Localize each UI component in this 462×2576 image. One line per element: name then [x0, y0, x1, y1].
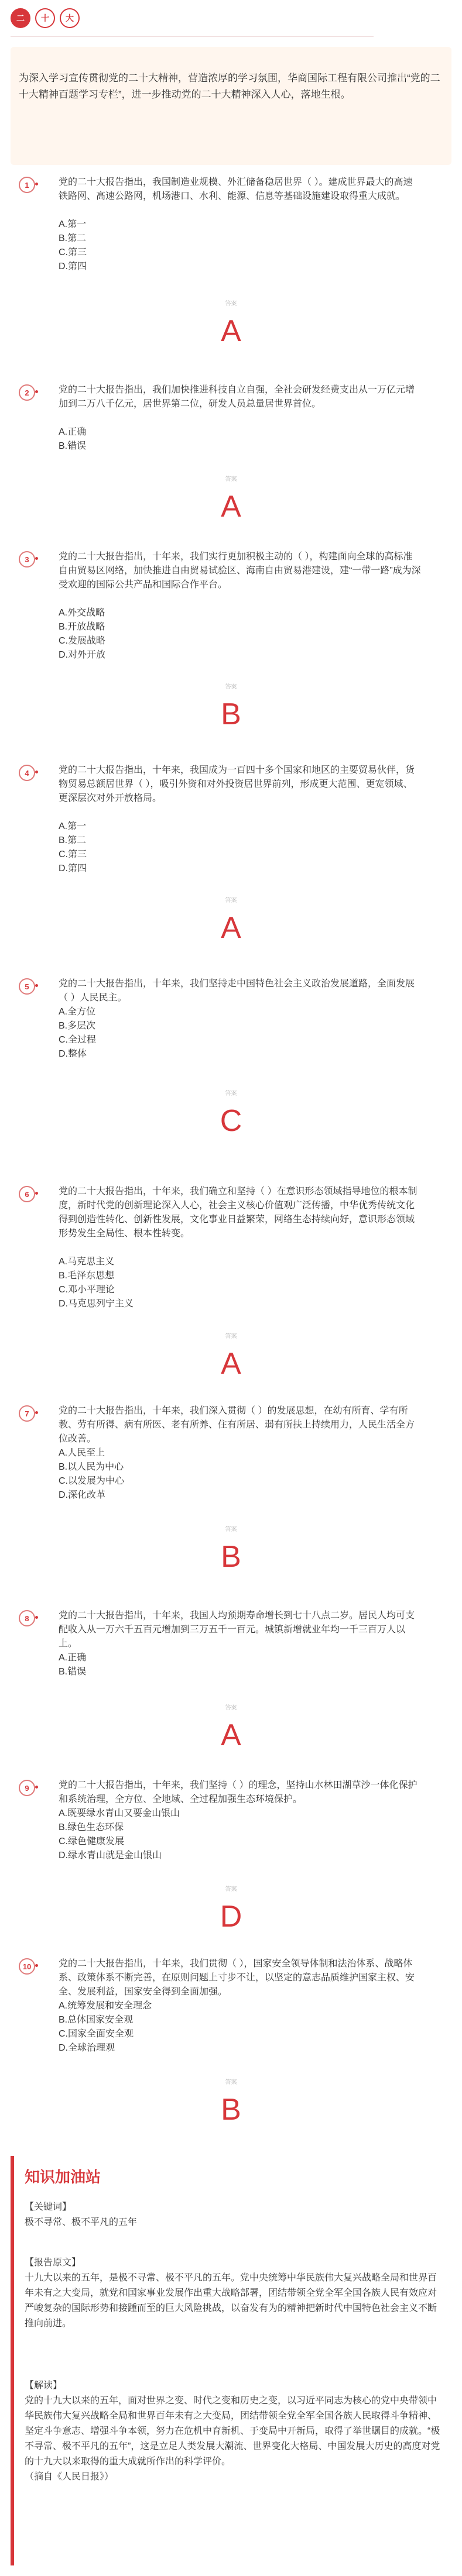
option-list — [59, 425, 422, 453]
option: D.绿水青山就是金山银山 — [59, 1851, 162, 1860]
question-text: 党的二十大报告指出，十年来，我们坚持走中国特色社会主义政治发展道路，全面发展（ ）人民民主。 — [59, 979, 415, 1003]
intro-text: 为深入学习宣传贯彻党的二十大精神，营造浓厚的学习氛围，华商国际工程有限公司推出“党的二十大精神百题学习专栏”，进一步推动党的二十大精神深入人心，落地生根。 — [19, 73, 440, 100]
option-list — [59, 218, 422, 274]
option: D.整体 — [59, 1049, 87, 1059]
option: A.第一 — [59, 821, 87, 831]
answer-letter: A — [221, 490, 241, 524]
header-divider — [11, 36, 374, 37]
option: D.全球治理观 — [59, 2043, 115, 2053]
answer-label: 答案 — [225, 684, 237, 690]
source-text: （摘自《人民日报》） — [25, 2472, 114, 2482]
question-number: 9 — [19, 1780, 35, 1796]
answer-letter: D — [220, 1900, 242, 1934]
option: B.错误 — [59, 441, 87, 451]
question-number: 10 — [19, 1958, 35, 1975]
answer-letter: B — [221, 2093, 241, 2127]
option: A.马克思主义 — [59, 1257, 115, 1267]
question-number: 7 — [19, 1405, 35, 1422]
option: B.错误 — [59, 1667, 87, 1677]
option: A.外交战略 — [59, 608, 105, 618]
answer-label: 答案 — [225, 301, 237, 307]
option: B.总体国家安全观 — [59, 2015, 134, 2025]
option-list — [59, 1999, 422, 2055]
question-number: 5 — [19, 978, 35, 995]
report-text: 十九大以来的五年，是极不寻常、极不平凡的五年。党中央统筹中华民族伟大复兴战略全局和世界百年未有之大变局，就党和国家事业发展作出重大战略部署，团结带领全党全军全国各族人民有效应对严峻复杂的国际形势和接踵而至的巨大风险挑战，以奋发有为的精神把新时代中国特色社会主义不断推向前进。 — [25, 2273, 437, 2329]
option: B.以人民为中心 — [59, 1462, 124, 1472]
option: A.全方位 — [59, 1007, 96, 1017]
question-number: 3 — [19, 551, 35, 568]
option: A.既要绿水青山又要金山银山 — [59, 1808, 180, 1818]
option: A.第一 — [59, 219, 87, 229]
answer-letter: A — [221, 911, 241, 945]
question-text: 党的二十大报告指出，十年来，我们坚持（ ）的理念，坚持山水林田湖草沙一体化保护和系统治理，全方位、全地域、全过程加强生态环境保护。 — [59, 1780, 417, 1804]
answer-label: 答案 — [225, 1333, 237, 1340]
option: C.第三 — [59, 247, 87, 257]
keyword-text: 极不寻常、极不平凡的五年 — [25, 2217, 138, 2227]
badge-shi: 十 — [35, 8, 55, 28]
question-number: 6 — [19, 1186, 35, 1202]
question-text: 党的二十大报告指出，十年来，我国人均预期寿命增长到七十八点二岁。居民人均可支配收入从一万六千五百元增加到三万五千一百元。城镇新增就业年均一千三百万人以上。 — [59, 1611, 415, 1649]
question-number: 8 — [19, 1610, 35, 1626]
option-list — [59, 1005, 422, 1061]
answer-label: 答案 — [225, 1886, 237, 1893]
question-text: 党的二十大报告指出，十年来，我国成为一百四十多个国家和地区的主要贸易伙伴，货物贸易总额居世界（ ），吸引外资和对外投资居世界前列，形成更大范围、更宽领域、更深层次对外开放格局。 — [59, 765, 415, 803]
knowledge-title: 知识加油站 — [25, 2168, 101, 2186]
option: B.毛泽东思想 — [59, 1271, 115, 1281]
badge-er: 二 — [11, 8, 30, 28]
answer-label: 答案 — [225, 476, 237, 483]
option-list — [59, 606, 422, 662]
answer-label: 答案 — [225, 1526, 237, 1533]
answer-label: 答案 — [225, 897, 237, 904]
option: D.马克思列宁主义 — [59, 1299, 134, 1309]
option: C.邓小平理论 — [59, 1285, 115, 1295]
option: A.统筹发展和安全理念 — [59, 2001, 152, 2011]
option: B.多层次 — [59, 1021, 96, 1031]
keyword-section — [25, 2200, 443, 2230]
option-list — [59, 1651, 422, 1679]
question-text: 党的二十大报告指出，我国制造业规模、外汇储备稳居世界（ ）。建成世界最大的高速铁路网、高速公路网，机场港口、水利、能源、信息等基础设施建设取得重大成就。 — [59, 177, 413, 201]
question-text: 党的二十大报告指出，十年来，我们确立和坚持（ ）在意识形态领域指导地位的根本制度，新时代党的创新理论深入人心，社会主义核心价值观广泛传播，中华优秀传统文化得到创造性转化、创新性发展，文化事业日益繁荣，网络生态持续向好，意识形态领域形势发生全局性、根本性转变。 — [59, 1186, 417, 1239]
keyword-tag: 【关键词】 — [25, 2202, 72, 2212]
option-list — [59, 820, 422, 876]
option: D.第四 — [59, 864, 87, 873]
question-number: 2 — [19, 384, 35, 401]
answer-letter: A — [221, 1718, 241, 1752]
explain-tag: 【解读】 — [25, 2381, 63, 2391]
answer-letter: B — [221, 697, 241, 731]
option: C.全过程 — [59, 1035, 97, 1045]
option: B.绿色生态环保 — [59, 1822, 124, 1832]
option: B.第二 — [59, 233, 87, 243]
question-text: 党的二十大报告指出，我们加快推进科技自立自强，全社会研发经费支出从一万亿元增加到二万八千亿元，居世界第二位，研发人员总量居世界首位。 — [59, 385, 415, 409]
question-number: 1 — [19, 177, 35, 193]
option-list — [59, 1446, 422, 1502]
option: B.开放战略 — [59, 622, 105, 632]
option: C.第三 — [59, 850, 87, 859]
question-text: 党的二十大报告指出，十年来，我们贯彻（ ），国家安全领导体制和法治体系、战略体系、政策体系不断完善，在原则问题上寸步不让，以坚定的意志品质维护国家主权、安全、发展利益，国家安全得到全面加强。 — [59, 1959, 415, 1997]
option: A.人民至上 — [59, 1448, 105, 1458]
option: C.以发展为中心 — [59, 1476, 125, 1486]
option: A.正确 — [59, 427, 87, 437]
header-badges — [11, 8, 80, 28]
answer-letter: A — [221, 314, 241, 348]
answer-label: 答案 — [225, 2079, 237, 2086]
answer-label: 答案 — [225, 1091, 237, 1097]
answer-letter: B — [221, 1540, 241, 1574]
option: D.对外开放 — [59, 650, 106, 660]
answer-letter: A — [221, 1347, 241, 1381]
answer-letter: C — [220, 1104, 242, 1138]
option: D.深化改革 — [59, 1490, 106, 1500]
question-number: 4 — [19, 765, 35, 781]
option: C.绿色健康发展 — [59, 1836, 125, 1846]
intro-card — [11, 47, 451, 165]
explain-text: 党的十九大以来的五年，面对世界之变、时代之变和历史之变，以习近平同志为核心的党中央带领中华民族伟大复兴战略全局和世界百年未有之大变局，团结带领全党全军全国各族人民取得斗争精神、坚定斗争意志、增强斗争本领，努力在危机中育新机、于变局中开新局，取得了举世瞩目的成就。“极不寻常、极不平凡的五年”，这是立足人类发展大潮流、世界变化大格局、中国发展大历史的高度对党的十九大以来取得的重大成就所作出的科学评价。 — [25, 2396, 440, 2467]
answer-label: 答案 — [225, 1705, 237, 1711]
option: A.正确 — [59, 1653, 87, 1663]
option: C.发展战略 — [59, 636, 106, 646]
option-list — [59, 1807, 422, 1863]
option: D.第四 — [59, 262, 87, 271]
question-text: 党的二十大报告指出，十年来，我们实行更加积极主动的（ ），构建面向全球的高标准自由贸易区网络，加快推进自由贸易试验区、海南自由贸易港建设，建“一带一路”成为深受欢迎的国际公共产品和国际合作平台。 — [59, 552, 421, 590]
report-section — [25, 2255, 443, 2331]
knowledge-card — [11, 2156, 455, 2565]
question-text: 党的二十大报告指出，十年来，我们深入贯彻（ ）的发展思想，在幼有所育、学有所教、劳有所得、病有所医、老有所养、住有所居、弱有所扶上持续用力，人民生活全方位改善。 — [59, 1406, 415, 1444]
option: C.国家全面安全观 — [59, 2029, 134, 2039]
option: B.第二 — [59, 835, 87, 845]
explain-section — [25, 2378, 443, 2485]
option-list — [59, 1255, 422, 1311]
report-tag: 【报告原文】 — [25, 2258, 81, 2268]
badge-da: 大 — [60, 8, 80, 28]
